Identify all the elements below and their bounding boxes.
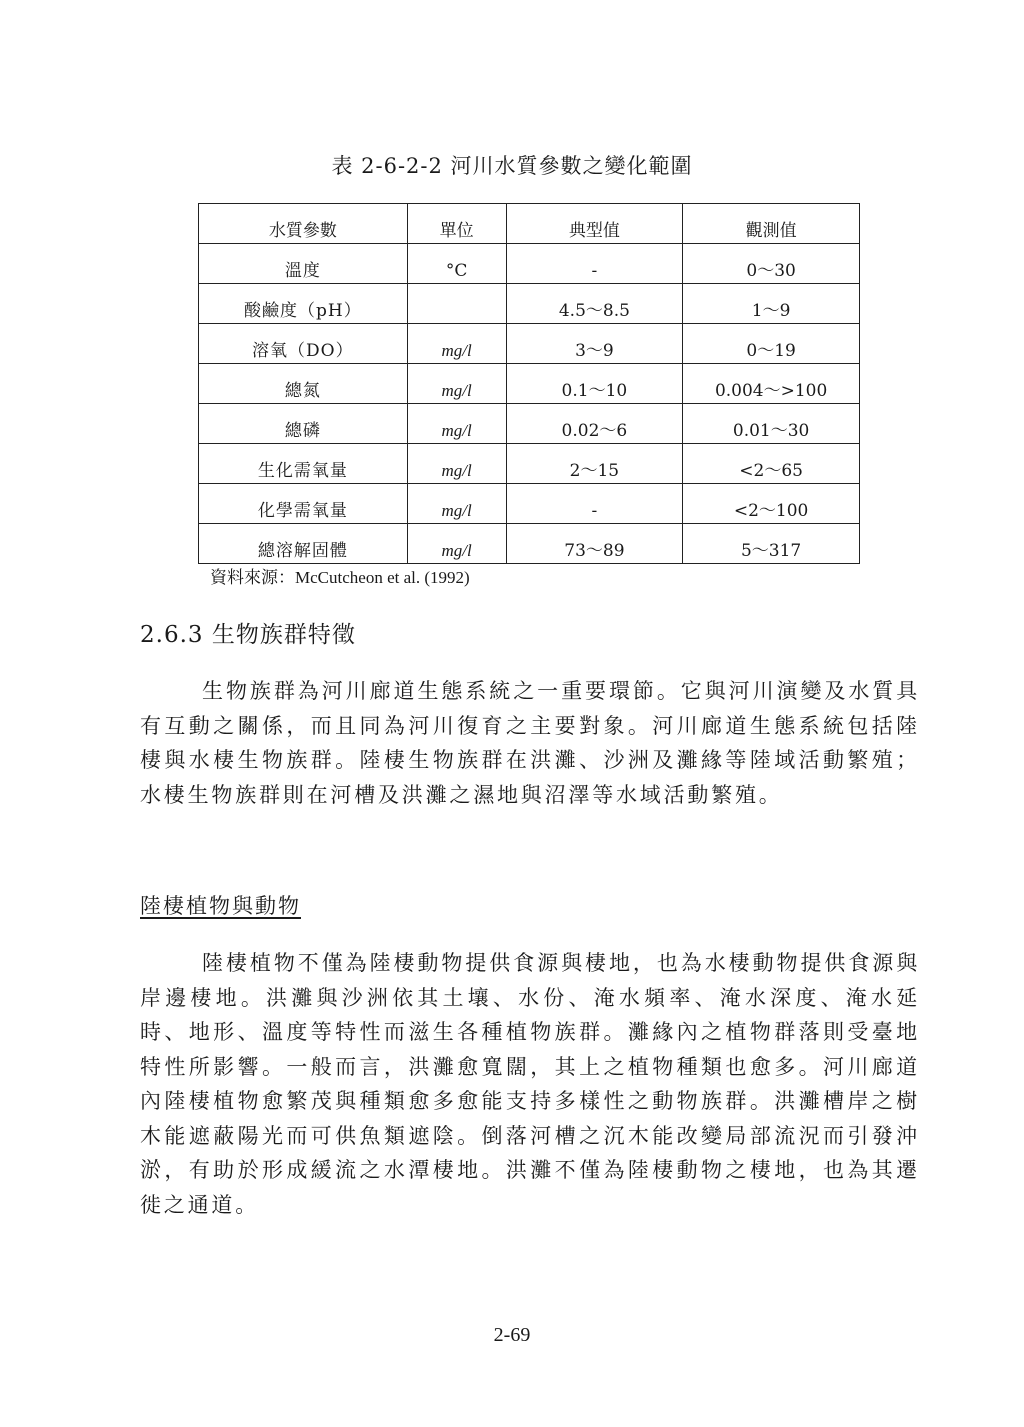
table-caption: 表 2-6-2-2 河川水質參數之變化範圍 [331, 154, 693, 178]
table-row [199, 364, 860, 404]
table-row [199, 524, 860, 564]
cell-parameter: 溶氧（DO） [199, 324, 408, 364]
cell-observed: 0～30 [683, 244, 860, 284]
cell-typical: 3～9 [506, 324, 683, 364]
cell-typical: 73～89 [506, 524, 683, 564]
cell-unit: mg/l [407, 324, 506, 364]
cell-observed: <2～65 [683, 444, 860, 484]
paragraph-terrestrial: 陸棲植物不僅為陸棲動物提供食源與棲地，也為水棲動物提供食源與岸邊棲地。洪灘與沙洲依其土壤、水份、淹水頻率、淹水深度、淹水延時、地形、溫度等特性而滋生各種植物族群。灘緣內之植物群落則受臺地特性所影響。一般而言，洪灘愈寬闊，其上之植物種類也愈多。河川廊道內陸棲植物愈繁茂與種類愈多愈能支持多樣性之動物族群。洪灘槽岸之樹木能遮蔽陽光而可供魚類遮陰。倒落河槽之沉木能改變局部流況而引發沖淤，有助於形成緩流之水潭棲地。洪灘不僅為陸棲動物之棲地，也為其遷徙之通道。 [140, 951, 920, 1217]
cell-typical: - [506, 484, 683, 524]
cell-unit: mg/l [407, 484, 506, 524]
cell-unit: mg/l [407, 524, 506, 564]
cell-typical: - [506, 244, 683, 284]
cell-observed: 0.004～>100 [683, 364, 860, 404]
cell-observed: 5～317 [683, 524, 860, 564]
cell-parameter: 總溶解固體 [199, 524, 408, 564]
cell-typical: 2～15 [506, 444, 683, 484]
cell-parameter: 總磷 [199, 404, 408, 444]
table-row [199, 444, 860, 484]
cell-unit: mg/l [407, 444, 506, 484]
cell-observed: 0～19 [683, 324, 860, 364]
cell-unit: mg/l [407, 364, 506, 404]
table-row [199, 404, 860, 444]
cell-unit: °C [407, 244, 506, 284]
paragraph-intro: 生物族群為河川廊道生態系統之一重要環節。它與河川演變及水質具有互動之關係，而且同為河川復育之主要對象。河川廊道生態系統包括陸棲與水棲生物族群。陸棲生物族群在洪灘、沙洲及灘緣等陸域活動繁殖；水棲生物族群則在河槽及洪灘之濕地與沼澤等水域活動繁殖。 [140, 679, 920, 807]
cell-parameter: 生化需氧量 [199, 444, 408, 484]
cell-parameter: 化學需氧量 [199, 484, 408, 524]
header-parameter: 水質參數 [199, 204, 408, 244]
water-quality-table [198, 203, 860, 564]
table-source-note: 資料來源：McCutcheon et al. (1992) [210, 568, 470, 587]
cell-unit [407, 284, 506, 324]
table-header-row [199, 204, 860, 244]
cell-parameter: 總氮 [199, 364, 408, 404]
page-number: 2-69 [493, 1324, 531, 1346]
table-row [199, 284, 860, 324]
cell-observed: 1～9 [683, 284, 860, 324]
cell-observed: 0.01～30 [683, 404, 860, 444]
table-row [199, 484, 860, 524]
subheading-terrestrial: 陸棲植物與動物 [140, 894, 301, 918]
header-typical: 典型值 [506, 204, 683, 244]
cell-parameter: 溫度 [199, 244, 408, 284]
table-row [199, 244, 860, 284]
cell-parameter: 酸鹼度（pH） [199, 284, 408, 324]
cell-unit: mg/l [407, 404, 506, 444]
cell-typical: 0.02～6 [506, 404, 683, 444]
table-row [199, 324, 860, 364]
cell-typical: 4.5～8.5 [506, 284, 683, 324]
section-heading: 2.6.3 生物族群特徵 [140, 622, 356, 648]
cell-typical: 0.1～10 [506, 364, 683, 404]
header-unit: 單位 [407, 204, 506, 244]
header-observed: 觀測值 [683, 204, 860, 244]
cell-observed: <2～100 [683, 484, 860, 524]
